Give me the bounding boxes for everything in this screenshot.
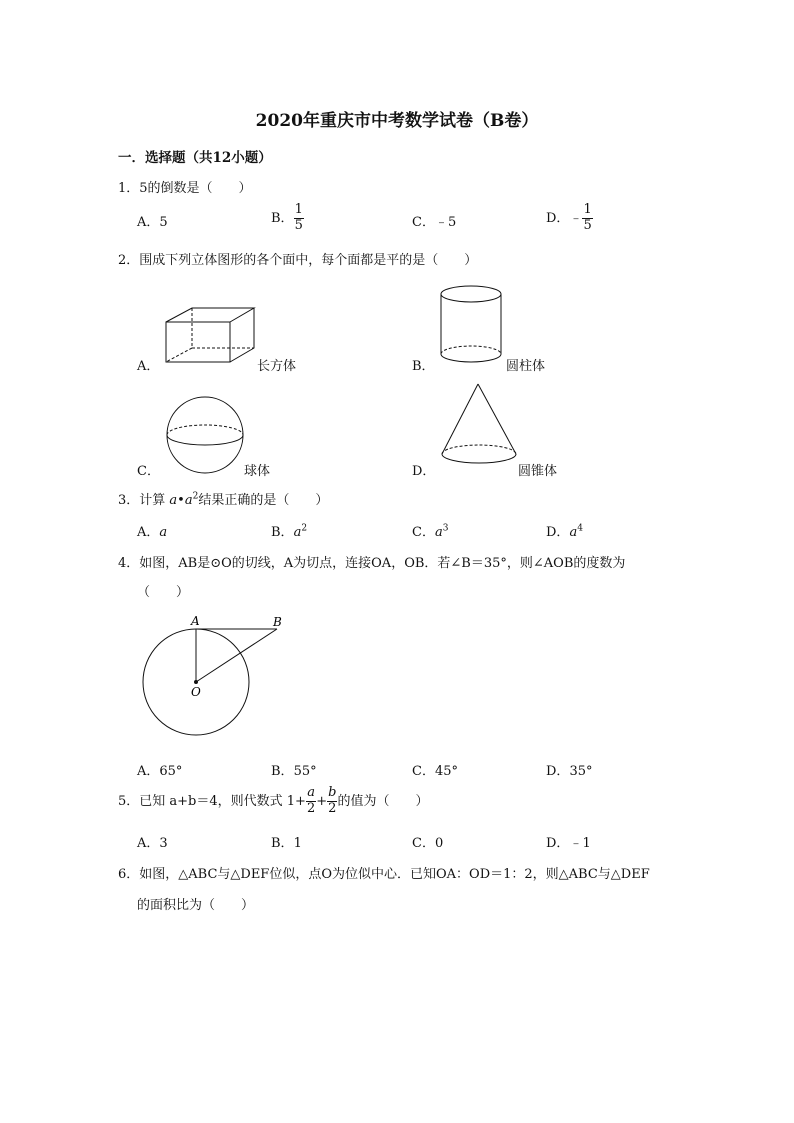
q4-option-a[interactable]: [137, 760, 182, 779]
question-4-stem-line2: （ ）: [137, 585, 190, 600]
segment-ob: [196, 629, 277, 682]
q4-option-d[interactable]: [546, 760, 592, 779]
denominator: 2: [306, 800, 316, 816]
q1-option-a[interactable]: [137, 211, 168, 230]
numerator: b: [328, 785, 337, 800]
option-label: A．: [137, 525, 160, 540]
q3-option-b[interactable]: [271, 521, 307, 540]
denominator: 5: [583, 217, 592, 233]
exponent: 2: [301, 523, 308, 534]
option-label: D．: [546, 210, 570, 226]
numerator: 1: [294, 202, 303, 217]
denominator: 2: [328, 800, 337, 816]
option-label: C．: [412, 836, 435, 851]
option-value: 0: [434, 836, 444, 851]
q5-option-b[interactable]: [271, 832, 302, 851]
cylinder-caption: 圆柱体: [506, 359, 546, 374]
cuboid-figure: [160, 300, 260, 370]
option-label: C．: [412, 215, 435, 230]
question-3-stem: [118, 489, 328, 508]
option-value: a: [434, 525, 443, 540]
center-point: [194, 680, 198, 684]
q1-option-b[interactable]: [271, 203, 304, 234]
option-label: C．: [412, 525, 435, 540]
multiply-dot: •: [177, 493, 185, 508]
question-2-stem: 2．围成下列立体图形的各个面中，每个面都是平的是（ ）: [118, 253, 478, 268]
stem-text: 5．已知 a+b＝4，则代数式 1+: [118, 793, 306, 809]
option-value: 5: [159, 215, 168, 230]
option-value: a: [293, 525, 302, 540]
fraction-b-over-2: [327, 786, 337, 817]
option-label: C．: [412, 764, 435, 779]
q3-option-d[interactable]: [546, 521, 583, 540]
option-value: 55°: [293, 764, 317, 779]
option-label: A．: [137, 764, 160, 779]
option-value: 1: [293, 836, 302, 851]
fraction-a-over-2: [306, 786, 316, 817]
point-o-label: O: [191, 685, 201, 699]
denominator: 5: [294, 217, 303, 233]
q1-option-c[interactable]: [412, 211, 456, 230]
page-title: 2020年重庆市中考数学试卷（B卷）: [255, 111, 539, 131]
q3-option-a[interactable]: [137, 521, 167, 540]
option-value: a: [569, 525, 578, 540]
option-value: 3: [159, 836, 168, 851]
q5-option-c[interactable]: [412, 832, 443, 851]
exponent: 2: [192, 491, 199, 502]
option-label: D．: [546, 525, 570, 540]
cuboid-caption: 长方体: [257, 359, 297, 374]
numerator: a: [307, 785, 315, 800]
section-heading: 一．选择题（共12小题）: [118, 150, 272, 166]
option-label: B．: [271, 210, 294, 226]
variable-a: a: [184, 493, 193, 508]
q4-option-b[interactable]: [271, 760, 317, 779]
fraction: [294, 203, 304, 234]
q1-option-d[interactable]: [546, 203, 593, 234]
sphere-caption: 球体: [244, 464, 271, 479]
q2-option-c[interactable]: C．: [137, 464, 160, 479]
point-b-label: B: [273, 615, 282, 629]
question-1-stem: 1．5的倒数是（ ）: [118, 181, 252, 196]
q4-option-c[interactable]: [412, 760, 458, 779]
stem-text: 结果正确的是（ ）: [198, 493, 329, 508]
option-label: B．: [271, 836, 294, 851]
q3-option-c[interactable]: [412, 521, 448, 540]
stem-text: 的值为（ ）: [337, 793, 429, 809]
numerator: 1: [583, 202, 592, 217]
cone-caption: 圆锥体: [518, 464, 558, 479]
option-label: B．: [271, 764, 294, 779]
option-label: A．: [137, 836, 160, 851]
option-value: 65°: [159, 764, 183, 779]
negative-sign: ﹣: [569, 210, 583, 226]
question-5-stem: [118, 786, 428, 817]
option-label: A．: [137, 215, 160, 230]
question-4-stem-line1: 4．如图，AB是⊙O的切线，A为切点，连接OA，OB．若∠B＝35°，则∠AOB的度数为: [118, 556, 626, 571]
variable-a: a: [169, 493, 178, 508]
q2-option-d[interactable]: D．: [412, 464, 436, 479]
q5-option-d[interactable]: [546, 832, 591, 851]
cylinder-figure: [438, 284, 504, 366]
question-6-stem-line1: 6．如图，△ABC与△DEF位似，点O为位似中心．已知OA：OD＝1：2，则△ABC与△DEF: [118, 867, 650, 882]
option-value: ﹣5: [434, 215, 457, 230]
exponent: 4: [577, 523, 583, 534]
option-value: 45°: [434, 764, 458, 779]
option-label: D．: [546, 836, 570, 851]
fraction: [582, 203, 592, 234]
exponent: 3: [442, 523, 449, 534]
circle-tangent-figure: [140, 612, 290, 740]
cone-figure: [440, 382, 520, 472]
q2-option-b[interactable]: B．: [412, 359, 435, 374]
option-value: ﹣1: [569, 836, 591, 851]
stem-text: 3．计算: [118, 493, 170, 508]
plus-sign: +: [316, 793, 328, 809]
option-value: a: [159, 525, 168, 540]
q2-option-a[interactable]: A．: [137, 359, 160, 374]
option-label: B．: [271, 525, 294, 540]
option-value: 35°: [569, 764, 593, 779]
option-label: D．: [546, 764, 570, 779]
point-a-label: A: [191, 614, 200, 628]
question-6-stem-line2: 的面积比为（ ）: [137, 898, 255, 913]
sphere-figure: [164, 394, 246, 476]
q5-option-a[interactable]: [137, 832, 168, 851]
